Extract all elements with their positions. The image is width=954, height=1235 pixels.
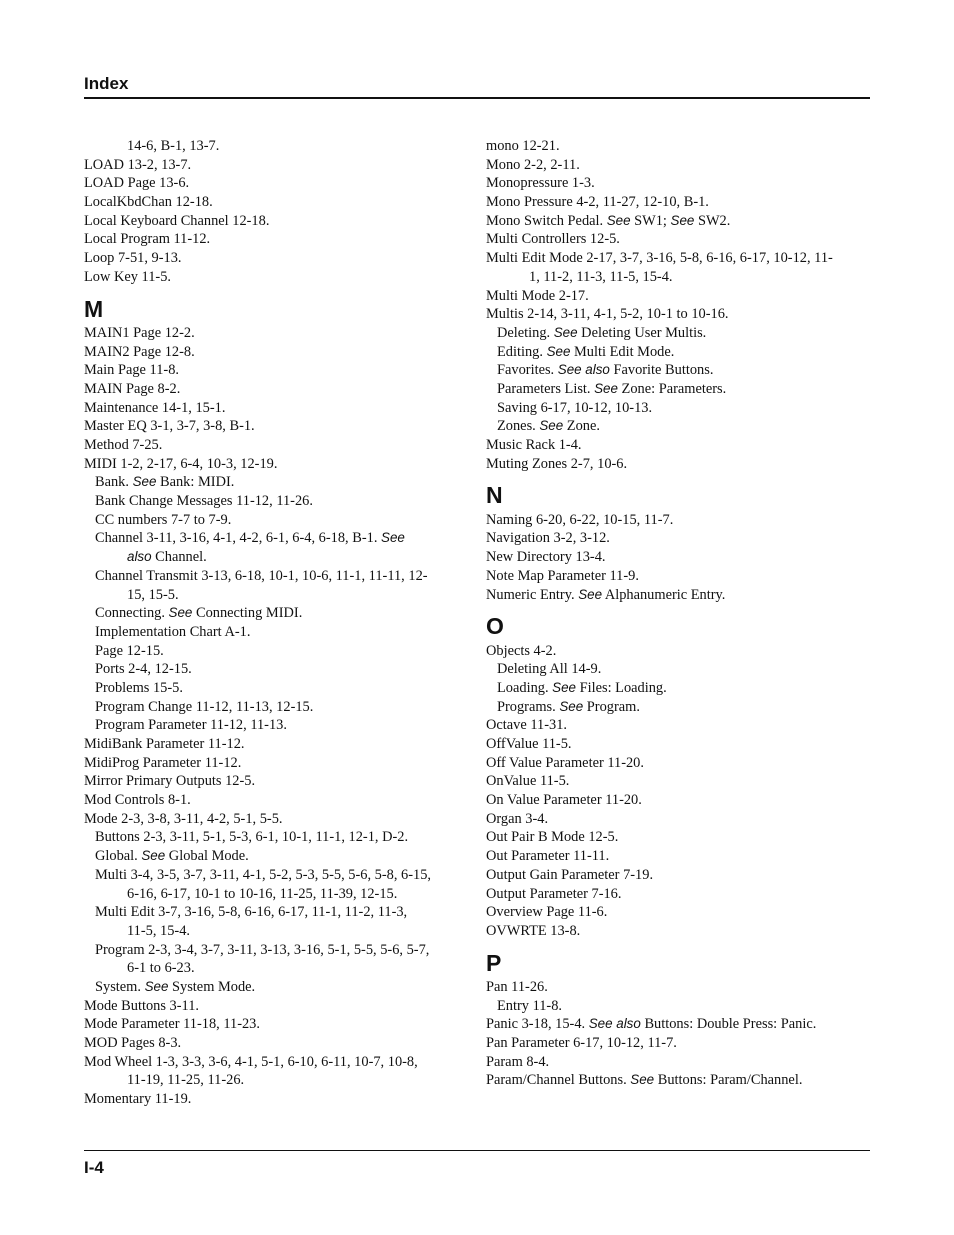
index-entry [84,193,466,212]
index-entry [84,754,466,773]
entry-text: Deleting. [497,324,554,341]
entry-text: Panic 3-18, 15-4. [486,1016,589,1033]
entry-text: Program Parameter 11-12, 11-13. [95,717,287,734]
entry-text: Multi Mode 2-17. [486,287,589,304]
see-target: Zone. [563,418,600,435]
see-target: Global Mode. [165,848,249,865]
index-entry [486,1071,870,1090]
see-reference: See [168,605,193,621]
index-entry [84,436,466,455]
index-subentry [84,847,466,866]
entry-text: Bank Change Messages 11-12, 11-26. [95,493,313,510]
index-entry [84,1015,466,1034]
index-entry [84,343,466,362]
entry-text: OVWRTE 13-8. [486,922,581,939]
index-subentry [84,941,466,960]
entry-text: MidiBank Parameter 11-12. [84,736,245,753]
index-entry [84,230,466,249]
see-target: System Mode. [168,978,256,995]
index-entry [486,735,870,754]
entry-text: MAIN Page 8-2. [84,380,181,397]
entry-text: Entry 11-8. [497,997,563,1014]
entry-text: 11-19, 11-25, 11-26. [127,1072,245,1089]
entry-text: Loop 7-51, 9-13. [84,250,182,267]
entry-text: Music Rack 1-4. [486,437,582,453]
entry-text: Pan Parameter 6-17, 10-12, 11-7. [486,1035,677,1052]
index-entry [486,193,870,212]
entry-text: Mode Parameter 11-18, 11-23. [84,1016,260,1033]
index-entry-continuation [84,548,466,567]
index-entry-continuation [84,885,466,904]
index-entry [84,212,466,231]
entry-text: Output Parameter 7-16. [486,885,622,902]
index-subentry [84,866,466,885]
entry-text: Page 12-15. [95,642,164,659]
entry-text: Numeric Entry. [486,586,579,603]
page-header-title: Index [84,74,129,93]
index-entry [84,324,466,343]
index-subentry [486,343,870,362]
see-target: Zone: Parameters. [617,380,727,397]
entry-text: Multi Edit Mode 2-17, 3-7, 3-16, 5-8, 6-16, 6-17, 10-12, 11- [486,250,833,267]
entry-text: Multi 3-4, 3-5, 3-7, 3-11, 4-1, 5-2, 5-3, 5-5, 5-6, 5-8, 6-15, [95,866,432,883]
entry-text: OnValue 11-5. [486,773,570,790]
index-entry [84,380,466,399]
entry-text: Channel 3-11, 3-16, 4-1, 4-2, 6-1, 6-4, 6-18, B-1. [95,530,382,547]
entry-text: Momentary 11-19. [84,1091,192,1108]
index-entry [486,212,870,231]
index-entry [486,978,870,997]
entry-text: MIDI 1-2, 2-17, 6-4, 10-3, 12-19. [84,455,278,472]
entry-text: 6-1 to 6-23. [127,960,195,977]
entry-text: Note Map Parameter 11-9. [486,567,639,584]
entry-text: Navigation 3-2, 3-12. [486,530,610,547]
entry-text: Out Pair B Mode 12-5. [486,829,619,846]
index-subentry [84,511,466,530]
entry-text: Organ 3-4. [486,810,549,827]
index-subentry [84,567,466,586]
index-entry [84,156,466,175]
entry-text: Mono Pressure 4-2, 11-27, 12-10, B-1. [486,194,709,211]
index-entry [486,529,870,548]
see-reference: See [594,380,618,396]
index-entry-continuation [84,922,466,941]
entry-text: Parameters List. [497,380,595,397]
see-reference: See [630,1072,655,1088]
entry-text: Mode Buttons 3-11. [84,997,199,1014]
entry-text: Main Page 11-8. [84,362,179,379]
entry-text: Program 2-3, 3-4, 3-7, 3-11, 3-13, 3-16, 5-1, 5-5, 5-6, 5-7, [95,941,430,958]
index-entry [486,249,870,268]
entry-text: Program Change 11-12, 11-13, 12-15. [95,698,314,715]
entry-text: Ports 2-4, 12-15. [95,661,192,678]
entry-text: Mode 2-3, 3-8, 3-11, 4-2, 5-1, 5-5. [84,810,283,827]
index-subentry [486,698,870,717]
section-letter: P [486,949,502,976]
see-target: SW1; [630,212,671,229]
entry-text: Maintenance 14-1, 15-1. [84,399,226,416]
index-subentry [84,604,466,623]
entry-text: Method 7-25. [84,437,163,454]
entry-text: Saving 6-17, 10-12, 10-13. [497,399,653,416]
index-column-left [84,137,466,1109]
index-entry-continuation [486,268,870,287]
entry-text: Local Keyboard Channel 12-18. [84,212,270,229]
entry-text: New Directory 13-4. [486,549,606,566]
entry-text: System. [95,978,145,995]
index-subentry [84,642,466,661]
entry-text: Favorites. [497,362,558,379]
entry-text: OffValue 11-5. [486,736,572,753]
entry-text: Mirror Primary Outputs 12-5. [84,773,256,790]
see-reference: See [552,679,576,695]
index-entry [486,230,870,249]
see-reference: See [132,474,157,490]
index-entry [486,137,870,156]
see-reference: See also [588,1016,641,1032]
entry-text: Multi Edit 3-7, 3-16, 5-8, 6-16, 6-17, 11-1, 11-2, 11-3, [95,904,408,921]
see-reference: also [127,549,152,565]
entry-text: Out Parameter 11-11. [486,848,610,865]
entry-text: MAIN1 Page 12-2. [84,324,195,341]
entry-text: Connecting. [95,605,169,622]
entry-text: Mono 2-2, 2-11. [486,156,580,173]
index-entry [486,866,870,885]
see-reference: See [578,586,603,602]
index-entry [84,249,466,268]
index-subentry [486,997,870,1016]
entry-text: Buttons 2-3, 3-11, 5-1, 5-3, 6-1, 10-1, 11-1, 12-1, D-2. [95,829,409,846]
see-target: Buttons: Double Press: Panic. [640,1016,817,1033]
index-column-right [486,137,870,1090]
index-entry [84,1053,466,1072]
see-target: SW2. [694,212,731,229]
entry-text: Implementation Chart A-1. [95,623,251,640]
entry-text: Muting Zones 2-7, 10-6. [486,455,628,472]
entry-text: Loading. [497,679,553,696]
index-entry [486,586,870,605]
index-subentry [486,660,870,679]
index-entry [486,642,870,661]
see-reference: See [670,212,695,228]
entry-text: Output Gain Parameter 7-19. [486,866,654,883]
index-subentry [84,903,466,922]
entry-text: Monopressure 1-3. [486,175,595,192]
entry-text: Editing. [497,343,547,360]
index-subentry [84,492,466,511]
header-rule [84,97,870,99]
index-entry-continuation [84,1071,466,1090]
entry-text: Programs. [497,698,560,715]
index-subentry [84,660,466,679]
index-entry [486,1053,870,1072]
see-target: Favorite Buttons. [609,362,714,379]
index-entry [486,847,870,866]
index-entry [84,268,466,287]
index-entry [84,791,466,810]
entry-text: Octave 11-31. [486,717,567,734]
see-target: Connecting MIDI. [192,605,303,622]
section-letter: O [486,613,504,640]
index-entry [486,828,870,847]
see-reference: See also [557,362,610,378]
entry-text: 14-6, B-1, 13-7. [127,138,220,154]
index-entry [84,174,466,193]
index-subentry [84,698,466,717]
index-entry [84,735,466,754]
index-entry [486,455,870,474]
index-entry [486,791,870,810]
index-entry [486,548,870,567]
index-entry [486,810,870,829]
entry-text: MidiProg Parameter 11-12. [84,754,242,771]
index-entry-continuation [84,586,466,605]
footer-rule [84,1150,870,1151]
index-subentry [84,473,466,492]
entry-text: Mono Switch Pedal. [486,212,607,229]
entry-text: Naming 6-20, 6-22, 10-15, 11-7. [486,511,674,528]
see-target: Channel. [151,549,207,566]
section-letter: N [486,482,503,509]
entry-text: LOAD 13-2, 13-7. [84,156,192,173]
index-entry [84,361,466,380]
entry-text: Channel Transmit 3-13, 6-18, 10-1, 10-6, 11-1, 11-11, 12- [95,567,428,584]
index-entry [486,1015,870,1034]
see-reference: See [381,530,405,546]
entry-text: mono 12-21. [486,138,560,154]
index-subentry [84,828,466,847]
index-subentry [84,623,466,642]
index-subentry [486,417,870,436]
see-reference: See [141,848,166,864]
index-subentry [84,716,466,735]
section-letter: M [84,295,104,322]
entry-text: Global. [95,848,142,865]
see-reference: See [553,324,578,340]
entry-text: Low Key 11-5. [84,268,171,285]
entry-text: On Value Parameter 11-20. [486,792,642,809]
index-entry [84,455,466,474]
entry-text: Multis 2-14, 3-11, 4-1, 5-2, 10-1 to 10-16. [486,306,729,323]
index-entry [84,417,466,436]
entry-text: Mod Wheel 1-3, 3-3, 3-6, 4-1, 5-1, 6-10, 6-11, 10-7, 10-8, [84,1053,418,1070]
index-subentry [486,380,870,399]
index-entry [486,885,870,904]
entry-text: CC numbers 7-7 to 7-9. [95,511,232,528]
index-entry [486,567,870,586]
entry-text: 6-16, 6-17, 10-1 to 10-16, 11-25, 11-39, 12-15. [127,885,398,902]
entry-text: Bank. [95,474,133,491]
see-target: Files: Loading. [575,679,667,696]
see-reference: See [559,698,584,714]
see-target: Alphanumeric Entry. [602,586,726,603]
entry-text: Zones. [497,418,540,435]
index-entry [486,754,870,773]
index-entry [486,922,870,941]
index-entry-continuation [84,137,466,156]
entry-text: LocalKbdChan 12-18. [84,194,213,211]
entry-text: 11-5, 15-4. [127,922,191,939]
see-target: Program. [583,698,640,715]
see-target: Bank: MIDI. [156,474,235,491]
entry-text: Multi Controllers 12-5. [486,231,620,248]
index-entry [486,772,870,791]
index-entry [486,305,870,324]
index-entry [84,399,466,418]
see-target: Deleting User Multis. [577,324,707,341]
entry-text: Param 8-4. [486,1053,550,1070]
index-entry [84,1090,466,1109]
index-subentry [84,679,466,698]
entry-text: Local Program 11-12. [84,231,211,248]
index-entry [486,1034,870,1053]
entry-text: Master EQ 3-1, 3-7, 3-8, B-1. [84,418,255,435]
index-entry [486,287,870,306]
see-reference: See [606,212,631,228]
see-reference: See [539,418,564,434]
entry-text: 15, 15-5. [127,586,179,603]
see-target: Buttons: Param/Channel. [654,1072,803,1089]
index-entry [486,174,870,193]
index-subentry [84,978,466,997]
index-subentry [84,529,466,548]
index-entry [84,997,466,1016]
index-entry [486,156,870,175]
entry-text: MOD Pages 8-3. [84,1035,182,1052]
index-entry [84,1034,466,1053]
index-subentry [486,361,870,380]
page-number: I-4 [84,1158,104,1177]
entry-text: LOAD Page 13-6. [84,175,190,192]
entry-text: Off Value Parameter 11-20. [486,754,644,771]
index-entry-continuation [84,959,466,978]
see-reference: See [546,343,571,359]
entry-text: Mod Controls 8-1. [84,792,191,809]
entry-text: Problems 15-5. [95,679,183,696]
index-entry [486,716,870,735]
index-entry [486,436,870,455]
index-entry [84,772,466,791]
entry-text: Param/Channel Buttons. [486,1072,631,1089]
index-entry [84,810,466,829]
entry-text: MAIN2 Page 12-8. [84,343,195,360]
entry-text: 1, 11-2, 11-3, 11-5, 15-4. [529,268,673,285]
index-entry [486,511,870,530]
entry-text: Pan 11-26. [486,978,548,995]
see-target: Multi Edit Mode. [570,343,675,360]
index-subentry [486,324,870,343]
entry-text: Deleting All 14-9. [497,661,602,678]
index-subentry [486,399,870,418]
index-entry [486,903,870,922]
see-reference: See [144,978,169,994]
entry-text: Objects 4-2. [486,642,557,659]
index-subentry [486,679,870,698]
entry-text: Overview Page 11-6. [486,904,608,921]
